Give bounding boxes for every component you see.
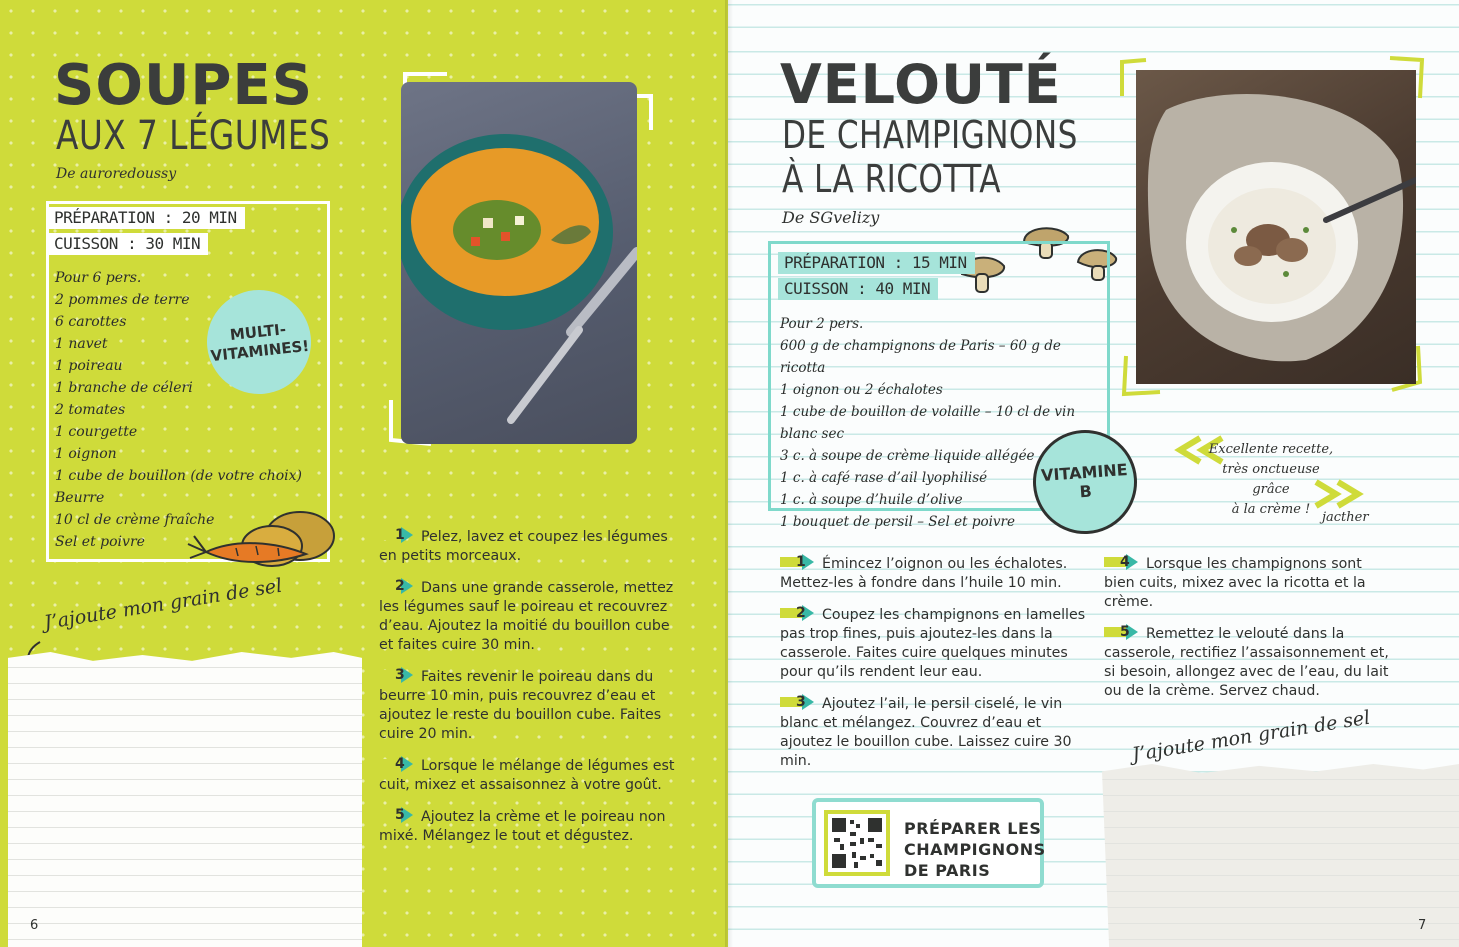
ingredient-item: 1 c. à soupe d’huile d’olive bbox=[780, 492, 963, 508]
recipe-step bbox=[379, 527, 679, 566]
left-title-line1: SOUPES bbox=[54, 53, 314, 118]
step-number: 5 bbox=[395, 807, 405, 823]
ingredient-item: 1 branche de céleri bbox=[55, 380, 193, 396]
right-page-number: 7 bbox=[1418, 918, 1427, 933]
left-time-tags bbox=[48, 207, 245, 259]
right-time-tags bbox=[778, 252, 975, 304]
right-title-line1: VELOUTÉ bbox=[780, 53, 1062, 116]
step-text: Lorsque les champignons sont bien cuits, mixez avec la ricotta et la crème. bbox=[1104, 556, 1366, 610]
comment-author: jacther bbox=[1322, 510, 1369, 525]
step-number: 5 bbox=[1120, 624, 1130, 640]
ingredient-item: 1 bouquet de persil – Sel et poivre bbox=[780, 514, 1015, 530]
step-number-arrow-icon bbox=[379, 527, 417, 543]
step-number-arrow-icon bbox=[780, 554, 818, 570]
soup-photo-frame bbox=[387, 70, 657, 450]
ingredient-item: 1 c. à café rase d’ail lyophilisé bbox=[780, 470, 988, 486]
carrot-potato-drawing-icon bbox=[186, 508, 346, 574]
ingredient-item: Pour 2 pers. bbox=[780, 316, 864, 332]
qr-label-line1: PRÉPARER LES bbox=[904, 819, 1042, 838]
left-cuisson-tag: CUISSON : 30 MIN bbox=[48, 233, 208, 255]
right-title-line2: DE CHAMPIGNONS bbox=[782, 113, 1078, 157]
step-number: 2 bbox=[796, 605, 806, 621]
step-text: Ajoutez l’ail, le persil ciselé, le vin blanc et mélangez. Couvrez d’eau et ajoutez le bouillon cube. Laissez cuire 30 min. bbox=[780, 696, 1072, 769]
step-number: 4 bbox=[395, 756, 405, 772]
step-number-arrow-icon bbox=[780, 605, 818, 621]
step-number-arrow-icon bbox=[379, 756, 417, 772]
ingredient-item: 3 c. à soupe de crème liquide allégée bbox=[780, 448, 1035, 464]
left-preparation-tag: PRÉPARATION : 20 MIN bbox=[48, 207, 245, 229]
recipe-step bbox=[1104, 624, 1394, 701]
ingredient-item: 1 cube de bouillon de volaille – 10 cl de vin blanc sec bbox=[780, 404, 1076, 442]
veloute-photo bbox=[1136, 70, 1416, 384]
right-cuisson-tag: CUISSON : 40 MIN bbox=[778, 278, 938, 300]
left-page bbox=[0, 0, 728, 947]
step-number-arrow-icon bbox=[379, 807, 417, 823]
ingredient-item: 2 pommes de terre bbox=[55, 292, 190, 308]
step-text: Dans une grande casserole, mettez les légumes sauf le poireau et recouvrez d’eau. Ajoutez la moitié du bouillon cube et faites cuire 30 min. bbox=[379, 580, 674, 653]
chevron-arrow-right-icon bbox=[1306, 478, 1366, 510]
step-number-arrow-icon bbox=[1104, 624, 1142, 640]
veloute-photo-frame bbox=[1120, 56, 1430, 400]
step-text: Pelez, lavez et coupez les légumes en petits morceaux. bbox=[379, 529, 668, 564]
step-number: 1 bbox=[395, 527, 405, 543]
right-grain-de-sel-title: J’ajoute mon grain de sel bbox=[1130, 706, 1372, 766]
right-preparation-tag: PRÉPARATION : 15 MIN bbox=[778, 252, 975, 274]
ingredient-item: 1 poireau bbox=[55, 358, 123, 374]
left-title-line2: AUX 7 LÉGUMES bbox=[56, 113, 331, 159]
comment-line2: très onctueuse grâce bbox=[1222, 462, 1320, 497]
step-number: 1 bbox=[796, 554, 806, 570]
recipe-step bbox=[379, 667, 679, 744]
qr-label[interactable] bbox=[904, 818, 1046, 881]
recipe-step bbox=[780, 605, 1090, 682]
step-number: 2 bbox=[395, 578, 405, 594]
step-number-arrow-icon bbox=[780, 694, 818, 710]
right-author: De SGvelizy bbox=[782, 208, 880, 227]
step-number-arrow-icon bbox=[379, 578, 417, 594]
ingredient-item: 600 g de champignons de Paris – 60 g de ricotta bbox=[780, 338, 1061, 376]
step-number-arrow-icon bbox=[1104, 554, 1142, 570]
right-page bbox=[728, 0, 1459, 947]
ingredient-item: 1 oignon ou 2 échalotes bbox=[780, 382, 943, 398]
left-grain-de-sel-title: J’ajoute mon grain de sel bbox=[42, 574, 284, 634]
step-number: 3 bbox=[796, 694, 806, 710]
step-number: 4 bbox=[1120, 554, 1130, 570]
left-notes-paper[interactable] bbox=[8, 652, 362, 947]
recipe-step bbox=[379, 578, 679, 655]
recipe-step bbox=[780, 554, 1090, 593]
ingredient-item: 1 cube de bouillon (de votre choix) bbox=[55, 468, 303, 484]
right-title-line3: À LA RICOTTA bbox=[782, 157, 1001, 201]
ingredient-item: 1 courgette bbox=[55, 424, 138, 440]
badge-line2: VITAMINES! bbox=[209, 336, 311, 366]
ingredient-item: 6 carottes bbox=[55, 314, 127, 330]
ingredient-item: 1 oignon bbox=[55, 446, 117, 462]
step-number-arrow-icon bbox=[379, 667, 417, 683]
right-steps-col1 bbox=[780, 554, 1090, 783]
step-number: 3 bbox=[395, 667, 405, 683]
comment-line1: Excellente recette, bbox=[1208, 442, 1334, 457]
left-steps bbox=[379, 527, 679, 858]
ingredient-item: Beurre bbox=[55, 490, 105, 506]
step-text: Remettez le velouté dans la casserole, rectifiez l’assaisonnement et, si besoin, allongez avec de l’eau, du lait ou de la crème. Servez chaud. bbox=[1104, 626, 1389, 699]
left-page-number: 6 bbox=[30, 918, 39, 933]
comment-line3: à la crème ! bbox=[1231, 502, 1311, 517]
ingredient-item: 1 navet bbox=[55, 336, 108, 352]
recipe-step bbox=[780, 694, 1090, 771]
ingredient-item: 2 tomates bbox=[55, 402, 126, 418]
qr-code-icon[interactable] bbox=[824, 810, 890, 876]
step-text: Émincez l’oignon ou les échalotes. Mettez-les à fondre dans l’huile 10 min. bbox=[780, 556, 1068, 591]
qr-label-line3: DE PARIS bbox=[904, 861, 991, 880]
ingredient-item: Sel et poivre bbox=[55, 534, 145, 550]
recipe-step bbox=[379, 756, 679, 795]
soup-photo bbox=[401, 82, 637, 444]
vitamine-b-badge: VITAMINE B bbox=[1029, 426, 1140, 537]
ingredient-item: Pour 6 pers. bbox=[55, 270, 142, 286]
right-notes-paper[interactable] bbox=[1102, 764, 1459, 947]
right-steps-col2 bbox=[1104, 554, 1394, 713]
recipe-step bbox=[1104, 554, 1394, 612]
qr-block[interactable] bbox=[812, 798, 1044, 888]
ingredient-item: 10 cl de crème fraîche bbox=[55, 512, 215, 528]
book-spine bbox=[725, 0, 733, 947]
step-text: Ajoutez la crème et le poireau non mixé. Mélangez le tout et dégustez. bbox=[379, 809, 666, 844]
left-author: De auroredoussy bbox=[56, 166, 177, 182]
recipe-step bbox=[379, 807, 679, 846]
step-text: Lorsque le mélange de légumes est cuit, mixez et assaisonnez à votre goût. bbox=[379, 758, 675, 793]
step-text: Coupez les champignons en lamelles pas trop fines, puis ajoutez-les dans la casserole. Faites cuire quelques minutes pour qu’ils rendent leur eau. bbox=[780, 607, 1086, 680]
qr-label-line2: CHAMPIGNONS bbox=[904, 840, 1046, 859]
badge-line1: MULTI- bbox=[229, 320, 287, 344]
step-text: Faites revenir le poireau dans du beurre 10 min, puis recouvrez d’eau et ajoutez le reste du bouillon cube. Faites cuire 20 min. bbox=[379, 669, 662, 742]
